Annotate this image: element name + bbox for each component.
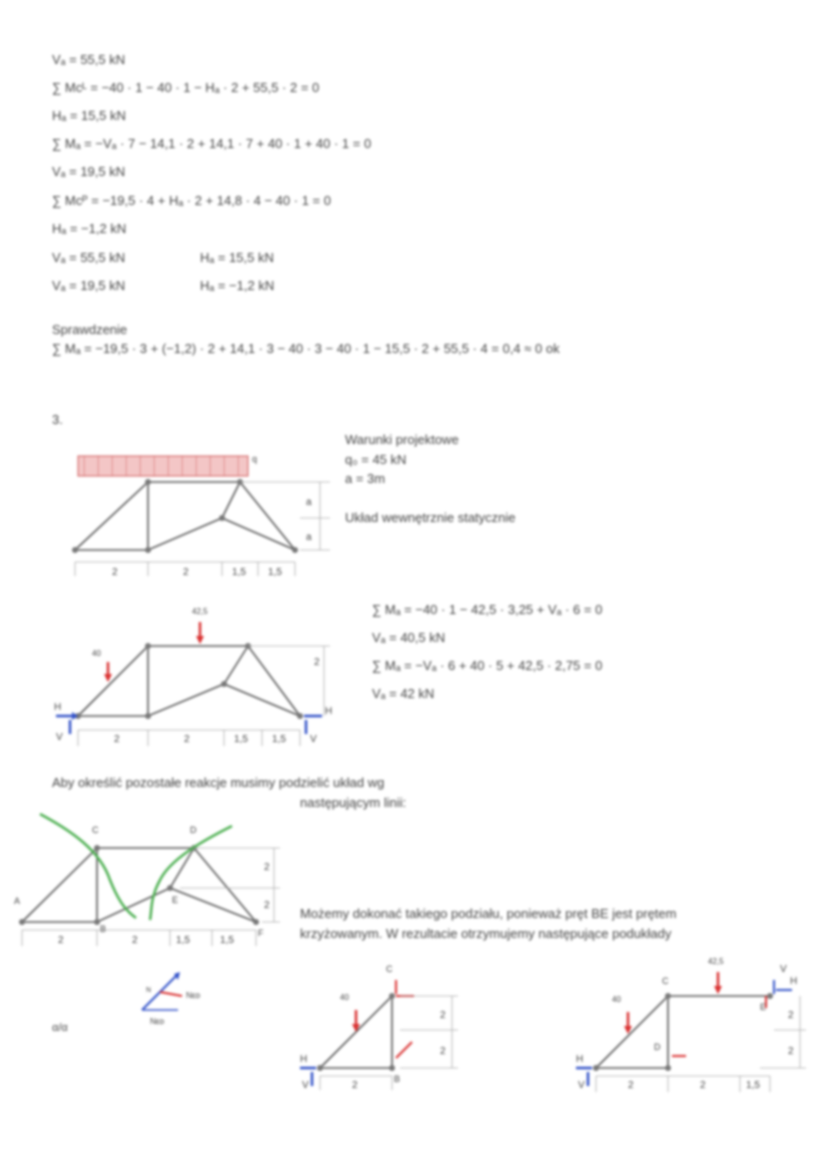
node-label: E — [172, 895, 179, 905]
node-label: C — [92, 825, 99, 835]
span-label: 1,5 — [746, 1080, 760, 1091]
vector-label: Nᴇᴅ — [150, 1017, 165, 1026]
conditions-length: a = 3m — [345, 471, 386, 486]
reaction-equation: ∑ Mₐ = −Vₐ · 6 + 40 · 5 + 42,5 · 2,75 = 0 — [372, 658, 603, 673]
equation-line: Hₐ = 15,5 kN — [52, 108, 126, 123]
height-label: 2 — [264, 900, 270, 911]
span-label: 2 — [700, 1080, 706, 1091]
load-label: 42,5 — [708, 957, 724, 966]
span-label: 1,5 — [268, 567, 282, 578]
span-label: 2 — [184, 734, 190, 745]
span-label: 2 — [58, 935, 64, 946]
equation-line: ∑ Mᴄᴸ = −40 · 1 − 40 · 1 − Hₐ · 2 + 55,5 · 2 = 0 — [52, 80, 320, 95]
check-heading: Sprawdzenie — [52, 322, 128, 337]
load-label: 40 — [340, 993, 349, 1002]
reaction-label: H — [325, 706, 333, 717]
reaction-label: H — [54, 702, 62, 713]
load-label: 40 — [92, 649, 101, 658]
node-label: C — [662, 976, 669, 986]
height-label: 2 — [440, 1046, 446, 1057]
height-label: a — [306, 497, 312, 508]
reaction-label: V — [302, 1080, 309, 1091]
height-label: 2 — [788, 1046, 794, 1057]
conditions-note: Układ wewnętrznie statycznie — [345, 510, 516, 525]
reaction-equation: Vₐ = 40,5 kN — [372, 630, 446, 645]
equation-line: Vₐ = 19,5 kN — [52, 164, 126, 179]
node-label: D — [190, 825, 197, 835]
force-vector-diagram — [142, 972, 201, 1026]
conditions-heading: Warunki projektowe — [345, 432, 459, 447]
node-label: C — [386, 964, 393, 974]
height-label: 2 — [440, 1010, 446, 1021]
height-label: 2 — [314, 657, 320, 668]
span-label: 2 — [183, 567, 189, 578]
reaction-label: H — [790, 976, 798, 987]
subsystem-text: Możemy dokonać takiego podziału, ponieważ pręt BE jest prętem — [300, 906, 677, 921]
span-label: 2 — [352, 1080, 358, 1091]
node-label: D — [654, 1042, 661, 1052]
result-line: Vₐ = 55,5 kN — [52, 250, 126, 265]
node-label: A — [14, 896, 21, 906]
span-label: 1,5 — [220, 935, 234, 946]
reaction-label: V — [578, 1080, 585, 1091]
reaction-equation: Vₐ = 42 kN — [372, 686, 435, 701]
result-line: Hₐ = −1,2 kN — [200, 278, 275, 293]
span-label: 1,5 — [234, 734, 248, 745]
subsystem-diagram-1 — [300, 964, 458, 1091]
span-label: 1,5 — [176, 935, 190, 946]
reaction-label: H — [300, 1054, 308, 1065]
equation-line: Hₐ = −1,2 kN — [52, 221, 127, 236]
side-note: α/α — [52, 1022, 68, 1034]
load-label: 40 — [612, 995, 621, 1004]
division-text: następującym linii: — [300, 795, 407, 810]
check-equation: ∑ Mₐ = −19,5 · 3 + (−1,2) · 2 + 14,1 · 3 − 40 · 3 − 40 · 1 − 15,5 · 2 + 55,5 · 4 = 0,4 ≈ 0 ok — [52, 341, 560, 356]
height-label: 2 — [264, 862, 270, 873]
equation-line: ∑ Mₐ = −Vₐ · 7 − 14,1 · 2 + 14,1 · 7 + 40 · 1 + 40 · 1 = 0 — [52, 136, 372, 151]
load-label: 42,5 — [192, 607, 208, 616]
vector-label: Nᴇᴅ — [186, 991, 201, 1000]
reaction-label: V — [780, 964, 787, 975]
vector-label: N — [146, 987, 152, 994]
reaction-label: V — [310, 734, 317, 745]
reaction-equation: ∑ Mₐ = −40 · 1 − 42,5 · 3,25 + Vₐ · 6 = 0 — [372, 602, 603, 617]
node-label: F — [258, 928, 264, 938]
frame-diagram-3 — [14, 814, 280, 946]
span-label: 1,5 — [272, 734, 286, 745]
span-label: 2 — [114, 734, 120, 745]
span-label: 1,5 — [232, 567, 246, 578]
load-label: q — [252, 454, 258, 464]
distributed-load — [78, 456, 248, 476]
section-number: 3. — [52, 412, 63, 427]
division-text: Aby określić pozostałe reakcje musimy podzielić układ wg — [52, 775, 385, 790]
conditions-load: q₀ = 45 kN — [345, 452, 407, 467]
subsystem-text: krzyżowanym. W rezultacie otrzymujemy następujące podukłady — [300, 926, 672, 941]
span-label: 2 — [628, 1080, 634, 1091]
equation-line: ∑ Mᴄᴾ = −19,5 · 4 + Hₐ · 2 + 14,8 · 4 − 40 · 1 = 0 — [52, 193, 331, 208]
result-line: Hₐ = 15,5 kN — [200, 250, 274, 265]
node-label: E — [760, 1002, 767, 1012]
reaction-label: H — [576, 1054, 584, 1065]
span-label: 2 — [112, 567, 118, 578]
subsystem-diagram-2 — [576, 957, 806, 1092]
frame-diagram-1 — [72, 454, 330, 578]
reaction-label: V — [56, 732, 63, 743]
node-label: B — [100, 924, 107, 934]
frame-diagram-2 — [54, 607, 332, 746]
span-label: 2 — [132, 935, 138, 946]
height-label: a — [306, 532, 312, 543]
height-label: 2 — [788, 1010, 794, 1021]
node-label: B — [394, 1074, 401, 1084]
equation-line: Vₐ = 55,5 kN — [52, 52, 126, 67]
result-line: Vₐ = 19,5 kN — [52, 278, 126, 293]
